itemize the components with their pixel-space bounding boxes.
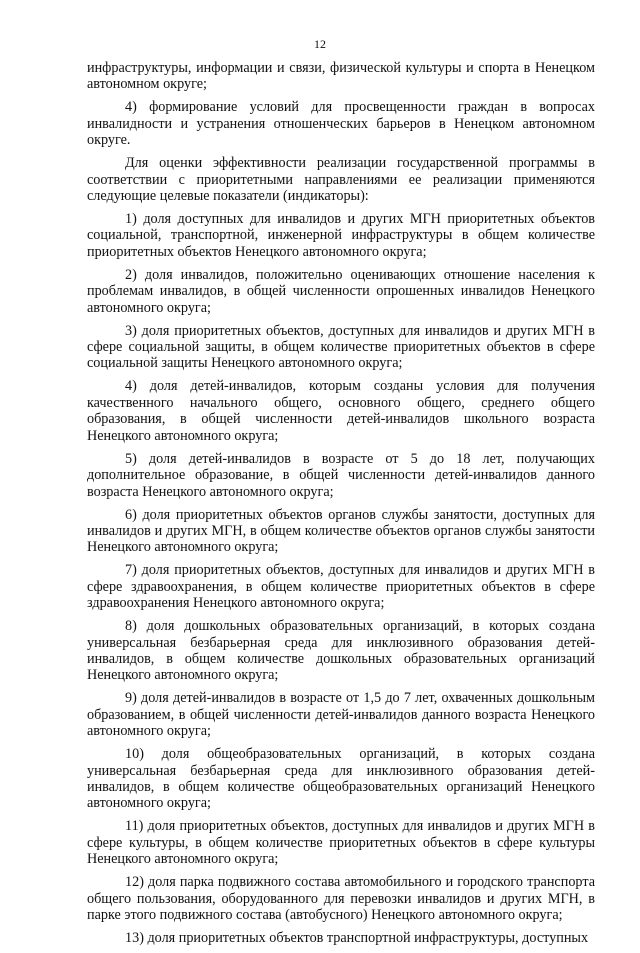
paragraph-continuation: инфраструктуры, информации и связи, физической культуры и спорта в Ненецком автономном округе; xyxy=(87,60,595,93)
indicator-1: 1) доля доступных для инвалидов и других МГН приоритетных объектов социальной, транспортной, инженерной инфраструктуры в общем количестве приоритетных объектов Ненецкого автономного округа; xyxy=(87,211,595,260)
indicator-6: 6) доля приоритетных объектов органов службы занятости, доступных для инвалидов и других МГН, в общем количестве объектов органов службы занятости Ненецкого автономного округа; xyxy=(87,506,595,556)
indicator-10: 10) доля общеобразовательных организаций, в которых создана универсальная безбарьерная среда для инклюзивного образования детей-инвалидов, в общем количестве общеобразовательных организаций Ненецкого автономного округа; xyxy=(87,746,595,812)
indicator-13: 13) доля приоритетных объектов транспортной инфраструктуры, доступных xyxy=(125,930,589,946)
indicator-8: 8) доля дошкольных образовательных организаций, в которых создана универсальная безбарьерная среда для инклюзивного образования детей-инвалидов, в общем количестве дошкольных образовательных организаций Ненецкого автономного округа; xyxy=(87,618,595,684)
indicator-12: 12) доля парка подвижного состава автомобильного и городского транспорта общего пользования, оборудованного для перевозки инвалидов и других МГН, в парке этого подвижного состава (автобусного) Ненецкого автономного округа; xyxy=(87,874,595,923)
paragraph-item-4: 4) формирование условий для просвещенности граждан в вопросах инвалидности и устранения отношенческих барьеров в Ненецком автономном округе. xyxy=(87,99,595,149)
indicator-2: 2) доля инвалидов, положительно оценивающих отношение населения к проблемам инвалидов, в общей численности опрошенных инвалидов Ненецкого автономного округа; xyxy=(87,266,595,316)
indicator-7: 7) доля приоритетных объектов, доступных для инвалидов и других МГН в сфере здравоохранения, в общем количестве приоритетных объектов в сфере здравоохранения Ненецкого автономного округа; xyxy=(87,562,595,612)
page-number: 12 xyxy=(314,37,326,51)
indicator-4: 4) доля детей-инвалидов, которым созданы условия для получения качественного начального общего, основного общего, среднего общего образования, в общей численности детей-инвалидов школьного возраста Ненецкого автономного округа; xyxy=(87,378,595,444)
indicator-3: 3) доля приоритетных объектов, доступных для инвалидов и других МГН в сфере социальной защиты, в общем количестве приоритетных объектов в сфере социальной защиты Ненецкого автономного округа; xyxy=(87,322,595,372)
indicator-11: 11) доля приоритетных объектов, доступных для инвалидов и других МГН в сфере культуры, в общем количестве приоритетных объектов в сфере культуры Ненецкого автономного округа; xyxy=(87,818,595,868)
indicator-9: 9) доля детей-инвалидов в возрасте от 1,5 до 7 лет, охваченных дошкольным образованием, в общей численности детей-инвалидов данного возраста Ненецкого автономного округа; xyxy=(87,690,595,740)
indicator-5: 5) доля детей-инвалидов в возрасте от 5 до 18 лет, получающих дополнительное образование, в общей численности детей-инвалидов данного возраста Ненецкого автономного округа; xyxy=(87,450,595,500)
document-body xyxy=(87,60,595,953)
paragraph-indicators-intro: Для оценки эффективности реализации государственной программы в соответствии с приоритетными направлениями ее реализации применяются следующие целевые показатели (индикаторы): xyxy=(87,155,595,205)
